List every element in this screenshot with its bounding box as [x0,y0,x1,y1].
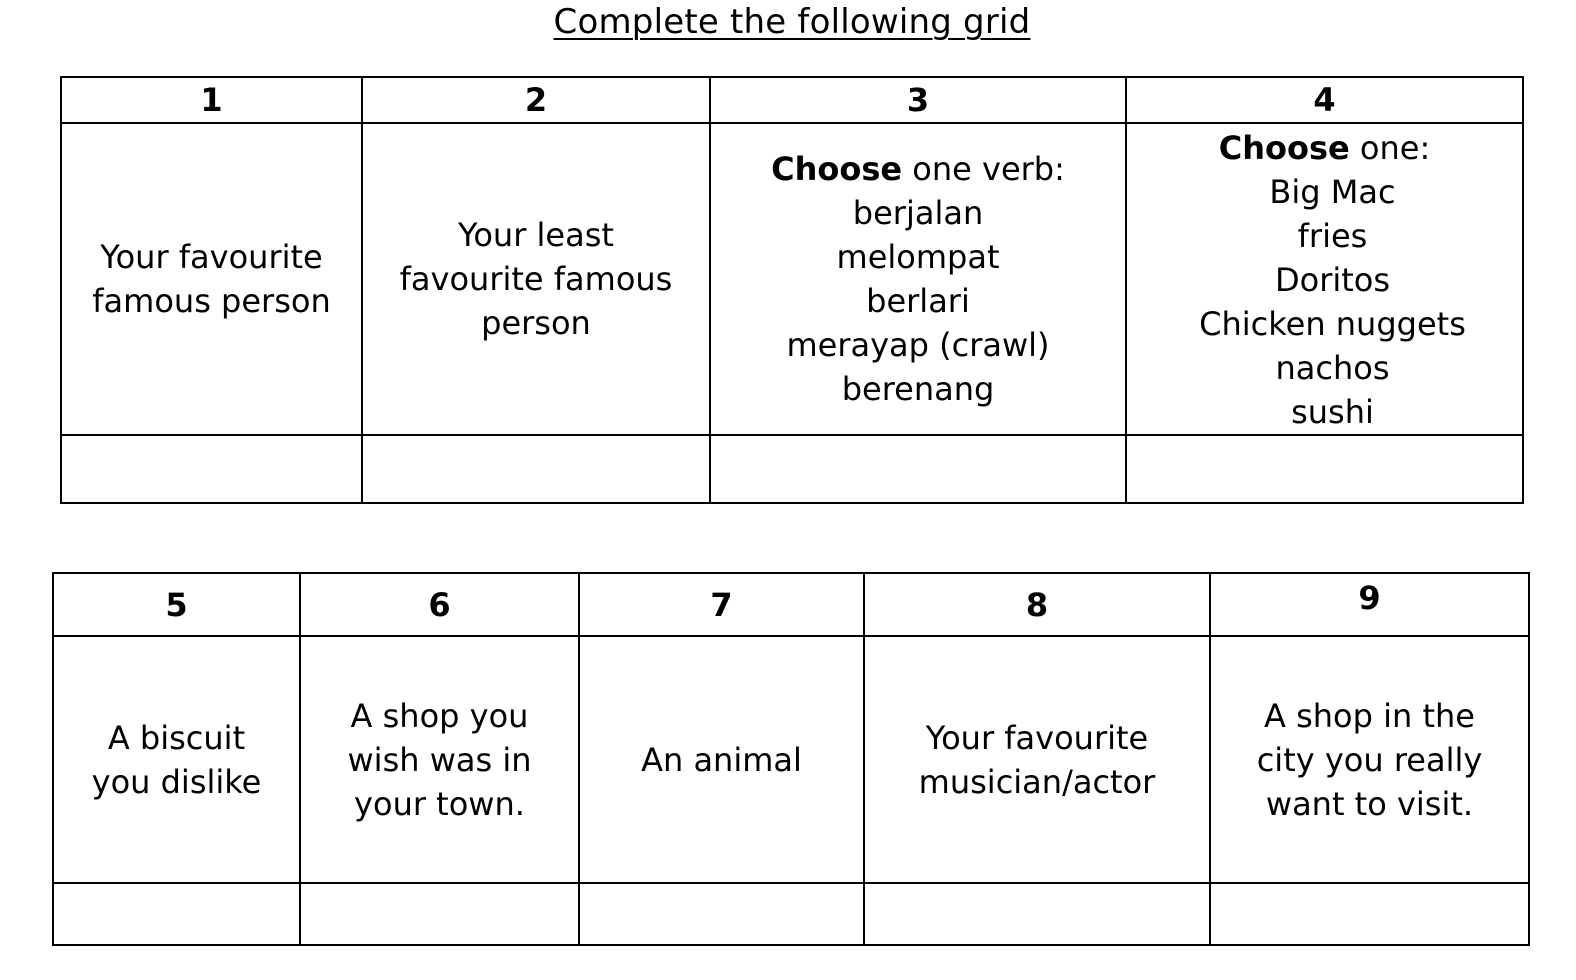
answer-cell-1[interactable] [61,435,362,503]
column-number-6: 6 [300,573,579,636]
grid-table-bottom [52,572,1530,946]
prompt-cell-1 [61,123,362,435]
food-option: fries [1297,217,1368,255]
answer-cell-5[interactable] [53,883,300,945]
food-option: sushi [1291,393,1374,431]
column-number-3: 3 [710,77,1126,123]
table-header-row [61,77,1523,123]
food-option: nachos [1275,349,1390,387]
prompt-cell-6 [300,636,579,883]
verb-option: berjalan [852,194,984,232]
column-number-8: 8 [864,573,1210,636]
food-option: Doritos [1274,261,1391,299]
table-answer-row [61,435,1523,503]
table-prompt-row [61,123,1523,435]
choose-rest: one: [1349,129,1431,167]
prompt-text-1: Your favourite famous person [92,238,331,320]
table-prompt-row [53,636,1529,883]
prompt-text-8: Your favourite musician/actor [918,718,1156,801]
page-title: Complete the following grid [553,2,1031,42]
prompt-cell-3 [710,123,1126,435]
prompt-cell-8 [864,636,1210,883]
answer-cell-2[interactable] [362,435,710,503]
column-number-1: 1 [61,77,362,123]
choose-word: Choose [1218,129,1350,167]
column-number-5: 5 [53,573,300,636]
food-option: Chicken nuggets [1199,305,1466,343]
answer-cell-9[interactable] [1210,883,1529,945]
answer-cell-7[interactable] [579,883,864,945]
answer-cell-4[interactable] [1126,435,1523,503]
prompt-text-2: Your least favourite famous person [399,216,673,342]
food-option: Big Mac [1269,173,1396,211]
prompt-cell-2 [362,123,710,435]
answer-cell-8[interactable] [864,883,1210,945]
column-number-9-cell [1210,573,1529,636]
prompt-text-5: A biscuit you dislike [91,718,262,801]
choose-food-instruction [1127,124,1522,170]
verb-option: berenang [841,370,995,408]
prompt-text-6: A shop you wish was in your town. [347,696,532,823]
column-number-4: 4 [1126,77,1523,123]
answer-cell-3[interactable] [710,435,1126,503]
verb-option: merayap (crawl) [786,326,1050,364]
prompt-text-7: An animal [641,740,802,779]
verb-option: melompat [836,238,1000,276]
prompt-text-9: A shop in the city you really want to visit. [1256,696,1483,823]
choose-word: Choose [771,150,903,188]
column-number-7: 7 [579,573,864,636]
prompt-cell-5 [53,636,300,883]
verb-option: berlari [866,282,970,320]
verb-choice-list [711,147,1125,411]
prompt-cell-7 [579,636,864,883]
answer-cell-6[interactable] [300,883,579,945]
table-answer-row [53,883,1529,945]
column-number-2: 2 [362,77,710,123]
choose-rest: one verb: [902,150,1065,188]
table-header-row [53,573,1529,636]
choose-verb-instruction [711,147,1125,191]
grid-table-top [60,76,1524,504]
column-number-9: 9 [1358,579,1381,617]
prompt-cell-4 [1126,123,1523,435]
prompt-cell-9 [1210,636,1529,883]
